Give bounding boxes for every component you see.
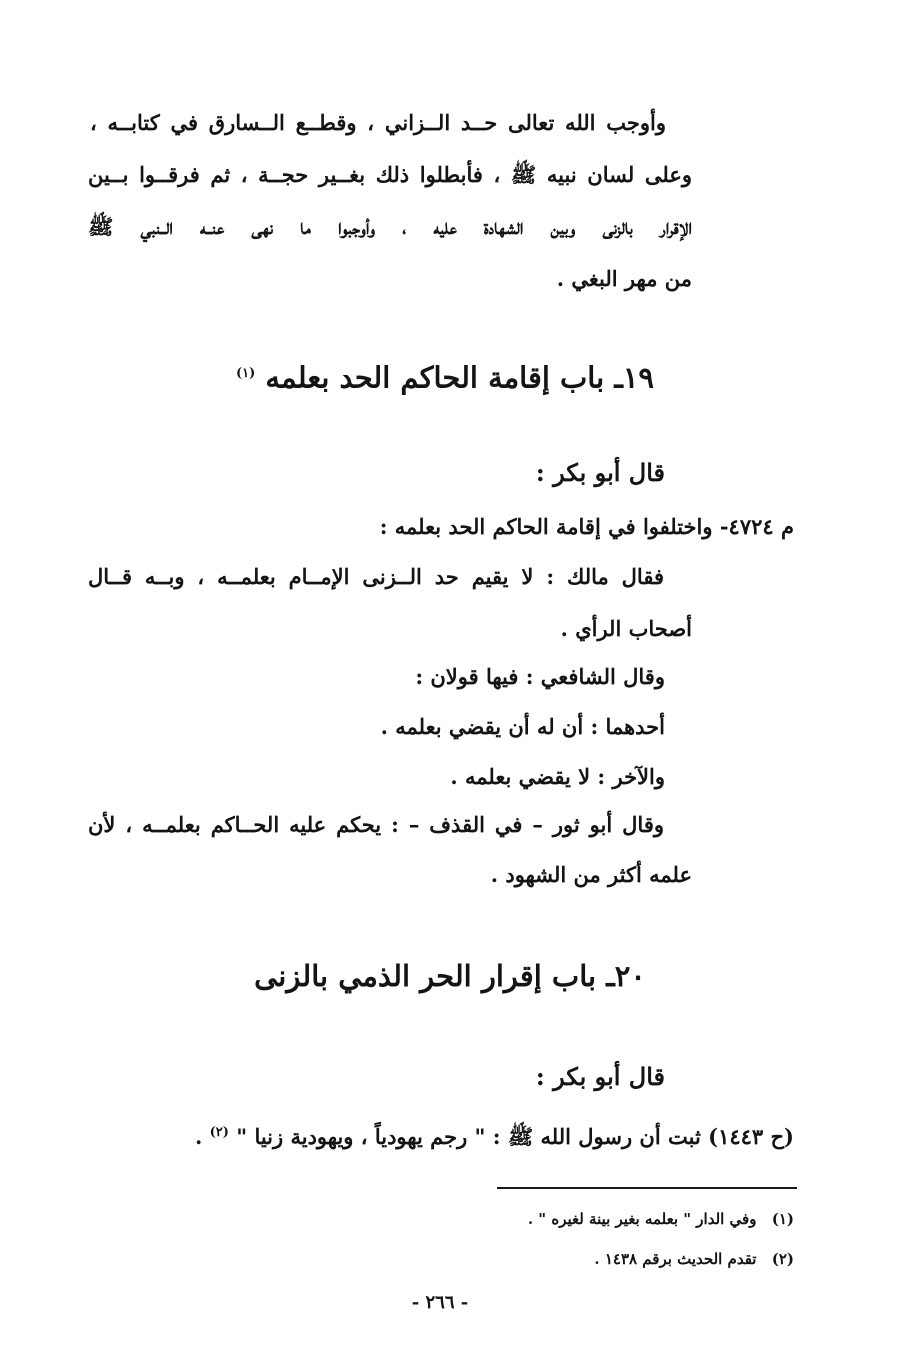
masala-line: م ٤٧٢٤- واختلفوا في إقامة الحاكم الحد بعلمه : xyxy=(379,514,794,539)
footnote-separator xyxy=(497,1187,797,1189)
footnote-1-text: وفي الدار " بعلمه بغير بينة لغيره " . xyxy=(527,1210,757,1228)
hadith-line xyxy=(195,1118,794,1152)
section-20-heading: ٢٠ـ باب إقرار الحر الذمي بالزنى xyxy=(254,959,646,993)
footnote-ref-2: (٢) xyxy=(209,1125,229,1140)
footnote-2-text: تقدم الحديث برقم ١٤٣٨ . xyxy=(594,1250,757,1268)
hadith-end: . xyxy=(194,1124,203,1149)
intro-line-3: الإقرار بالزنى وبين الشهادة عليه ، وأوجبوا ما نهى عنــه الــنبي ﷺ xyxy=(88,214,692,239)
first-opinion-line: أحدهما : أن له أن يقضي بعلمه . xyxy=(380,714,665,739)
hadith-text: (ح ١٤٤٣) ثبت أن رسول الله ﷺ : " رجم يهودياً ، ويهودية زنيا " xyxy=(236,1124,794,1149)
intro-line-2: وعلى لسان نبيه ﷺ ، فأبطلوا ذلك بغــير حجــة ، ثم فرقــوا بــين xyxy=(88,162,692,187)
section-19-speaker: قال أبو بكر : xyxy=(535,458,665,487)
footnote-2 xyxy=(594,1248,794,1270)
footnote-2-number: (٢) xyxy=(771,1250,794,1268)
section-20-speaker: قال أبو بكر : xyxy=(535,1062,665,1091)
abu-thawr-line-1: وقال أبو ثور – في القذف – : يحكم عليه الحــاكم بعلمــه ، لأن xyxy=(88,812,664,837)
footnote-ref-1: (١) xyxy=(236,366,256,381)
page-number: - ٢٦٦ - xyxy=(411,1292,469,1313)
intro-line-1: وأوجب الله تعالى حــد الــزاني ، وقطــع الــسارق في كتابــه ، xyxy=(90,110,666,135)
footnote-1 xyxy=(528,1208,794,1230)
footnote-1-number: (١) xyxy=(771,1210,794,1228)
malik-line-2: أصحاب الرأي . xyxy=(560,616,692,641)
intro-line-4: من مهر البغي . xyxy=(556,266,692,291)
second-opinion-line: والآخر : لا يقضي بعلمه . xyxy=(450,764,665,789)
malik-line-1: فقال مالك : لا يقيم حد الــزنى الإمــام بعلمــه ، وبــه قــال xyxy=(88,564,664,589)
section-19-heading xyxy=(230,354,660,398)
section-19-title: ١٩ـ باب إقامة الحاكم الحد بعلمه xyxy=(265,360,654,395)
abu-thawr-line-2: علمه أكثر من الشهود . xyxy=(490,862,692,887)
shafii-line: وقال الشافعي : فيها قولان : xyxy=(415,664,665,689)
